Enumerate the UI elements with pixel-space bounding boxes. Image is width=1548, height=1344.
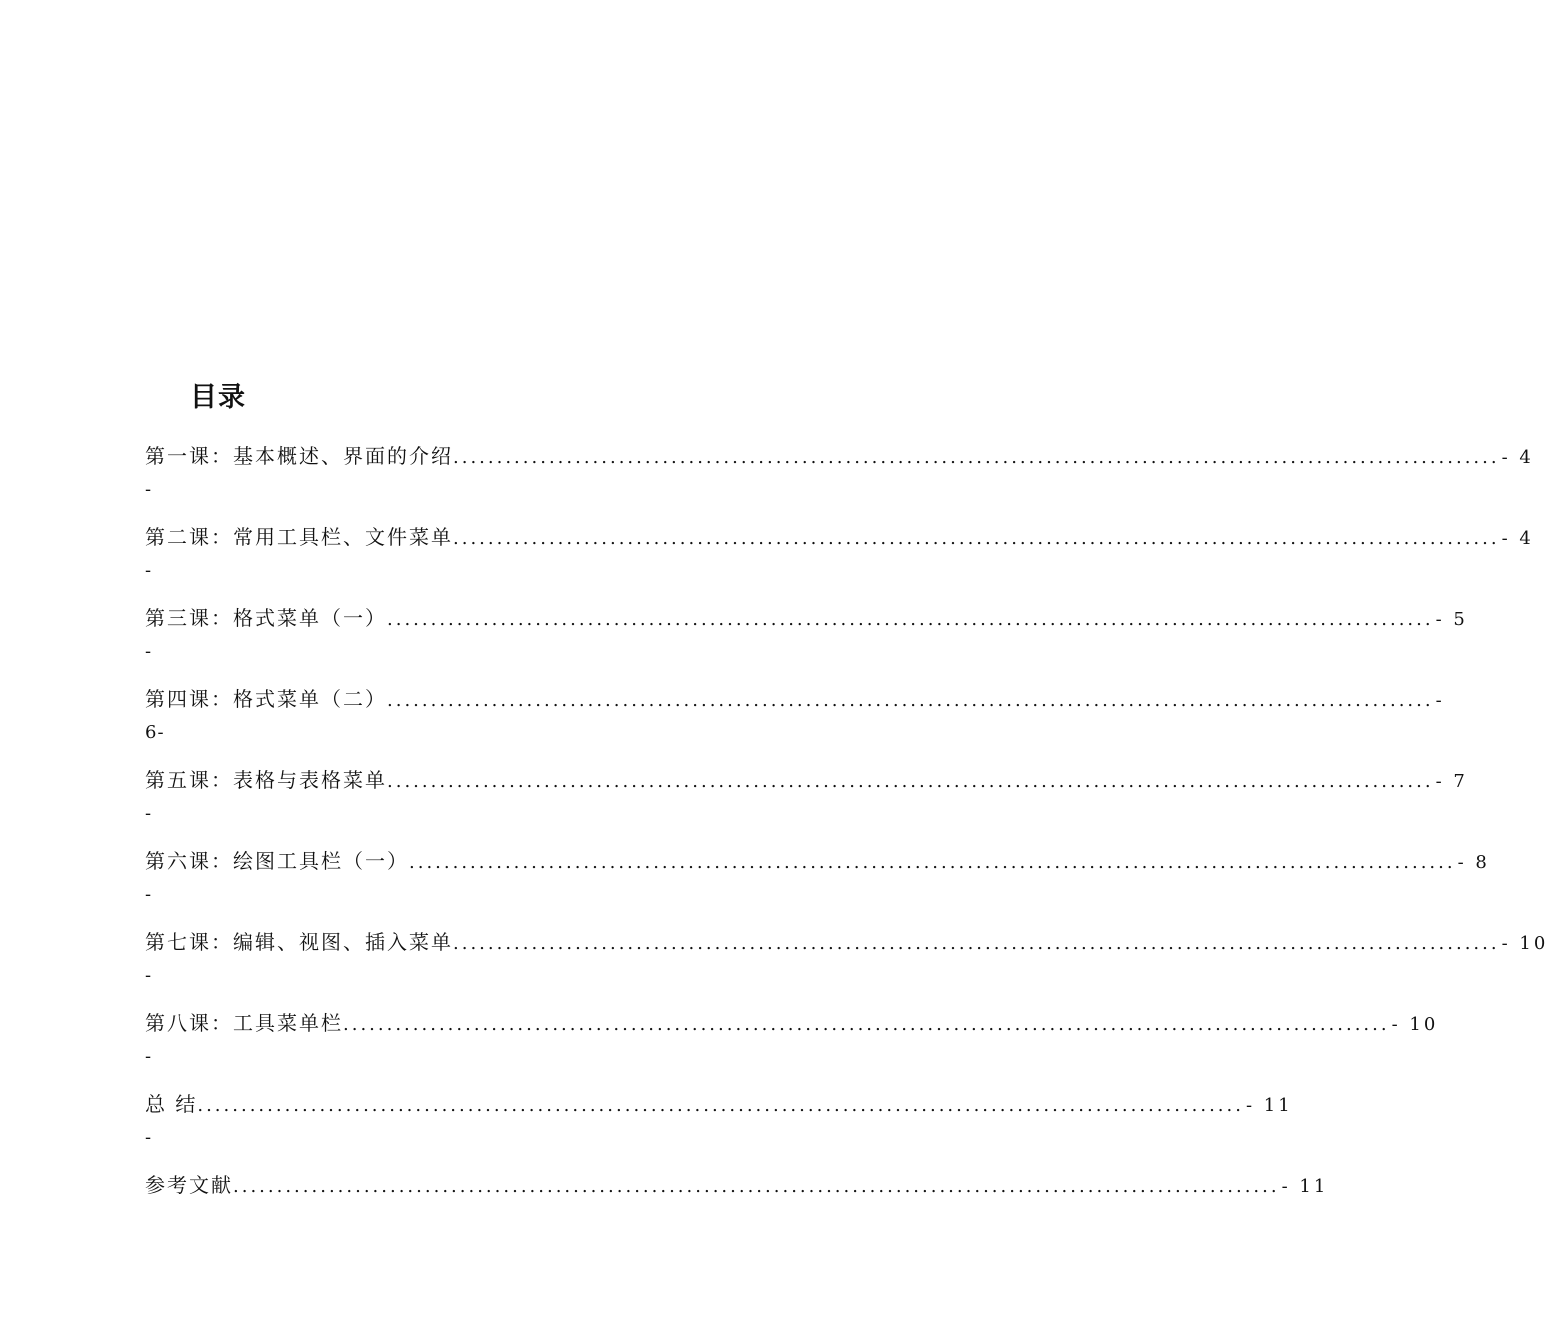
toc-page-number: - 10 xyxy=(1501,933,1548,954)
toc-leader-dots: ........................................................................................................................ xyxy=(453,447,1500,468)
toc-leader-dots: ........................................................................................................................ xyxy=(387,771,1434,792)
toc-page-continuation: - xyxy=(145,1046,153,1067)
toc-entry xyxy=(145,1007,1439,1088)
toc-entry-title: 第五课：表格与表格菜单 xyxy=(145,768,387,792)
toc-line xyxy=(145,440,1534,472)
toc-entry xyxy=(145,845,1490,926)
toc-entry-title: 第七课：编辑、视图、插入菜单 xyxy=(145,930,453,954)
toc-title: 目录 xyxy=(190,382,246,413)
toc-page-number: - 11 xyxy=(1245,1095,1293,1116)
toc-leader-dots: ........................................................................................................................ xyxy=(409,852,1456,873)
toc-line xyxy=(145,1088,1293,1120)
toc-line xyxy=(145,602,1468,634)
toc-line xyxy=(145,1007,1439,1039)
toc-page-continuation: - xyxy=(145,803,153,824)
toc-leader-dots: ........................................................................................................................ xyxy=(453,528,1500,549)
toc-line xyxy=(145,683,1445,715)
toc-entry xyxy=(145,602,1468,683)
toc-entry xyxy=(145,926,1548,1007)
toc-entry-title: 第八课：工具菜单栏 xyxy=(145,1011,343,1035)
toc-leader-dots: ........................................................................................................................ xyxy=(387,609,1434,630)
toc-list xyxy=(145,440,1548,1250)
toc-entry-title: 第二课：常用工具栏、文件菜单 xyxy=(145,525,453,549)
toc-page-number: - 7 xyxy=(1435,771,1468,792)
toc-entry xyxy=(145,683,1445,764)
toc-line xyxy=(145,1169,1329,1201)
toc-entry xyxy=(145,1088,1293,1169)
toc-line xyxy=(145,845,1490,877)
toc-leader-dots: ........................................................................................................................ xyxy=(233,1176,1280,1197)
toc-leader-dots: ........................................................................................................................ xyxy=(453,933,1500,954)
toc-page-continuation: 6- xyxy=(145,722,165,743)
toc-page-number: - 4 xyxy=(1501,447,1534,468)
toc-line xyxy=(145,764,1468,796)
toc-leader-dots: ........................................................................................................................ xyxy=(387,690,1434,711)
toc-entry xyxy=(145,440,1534,521)
toc-entry xyxy=(145,1169,1329,1250)
toc-entry xyxy=(145,764,1468,845)
toc-line xyxy=(145,926,1548,958)
toc-entry-title: 总 结 xyxy=(145,1092,198,1116)
toc-page-continuation: - xyxy=(145,560,153,581)
toc-page-number: - 10 xyxy=(1391,1014,1439,1035)
toc-page-number: - 4 xyxy=(1501,528,1534,549)
toc-entry-title: 第三课：格式菜单（一） xyxy=(145,606,387,630)
toc-leader-dots: ........................................................................................................................ xyxy=(197,1095,1244,1116)
toc-line xyxy=(145,521,1534,553)
toc-entry xyxy=(145,521,1534,602)
toc-page-continuation: - xyxy=(145,641,153,662)
toc-entry-title: 第四课：格式菜单（二） xyxy=(145,687,387,711)
toc-entry-title: 第六课：绘图工具栏（一） xyxy=(145,849,409,873)
toc-page-number: - 8 xyxy=(1457,852,1490,873)
toc-page-continuation xyxy=(145,1201,810,1237)
toc-page-number: - 11 xyxy=(1281,1176,1329,1197)
toc-page-continuation: - xyxy=(145,1127,153,1148)
toc-page-continuation: - xyxy=(145,884,153,905)
toc-entry-title: 参考文献 xyxy=(145,1173,233,1197)
toc-leader-dots: ........................................................................................................................ xyxy=(343,1014,1390,1035)
toc-page-number: - xyxy=(1435,690,1445,711)
toc-entry-title: 第一课：基本概述、界面的介绍 xyxy=(145,444,453,468)
toc-page-continuation: - xyxy=(145,479,153,500)
toc-page-number: - 5 xyxy=(1435,609,1468,630)
toc-page-continuation: - xyxy=(145,965,153,986)
